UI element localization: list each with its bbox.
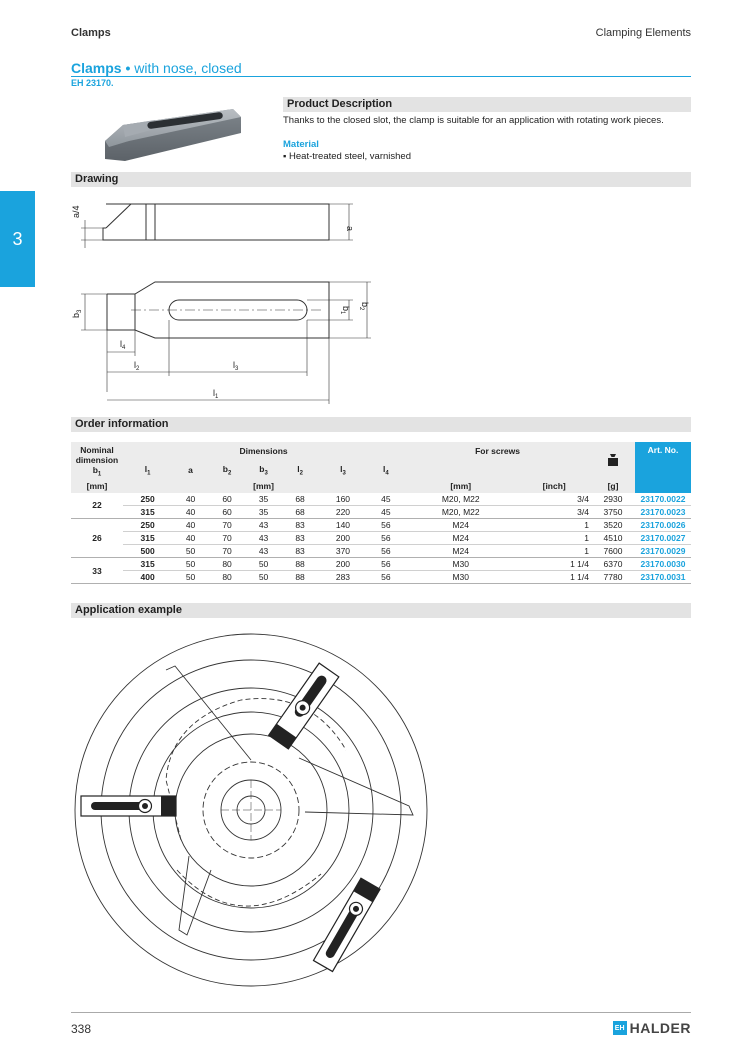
col-for-screws: For screws: [404, 442, 591, 461]
footer-divider: [71, 1012, 691, 1013]
table-cell: 500: [123, 545, 172, 558]
nominal-dimension-cell: 26: [71, 519, 123, 558]
nominal-dimension-cell: 22: [71, 493, 123, 519]
table-cell: 43: [245, 545, 282, 558]
table-cell: 2930: [591, 493, 635, 506]
dim-label-b2: $b_2$: [358, 302, 370, 311]
page-number: 338: [71, 1022, 92, 1036]
material-label: Material: [283, 139, 319, 150]
table-cell: 250: [123, 519, 172, 532]
bullet-icon: ▪: [283, 151, 290, 162]
dim-label-a: a: [345, 226, 355, 232]
table-row: [71, 558, 691, 571]
col-l4: $l_4$: [368, 461, 405, 480]
table-cell: 50: [172, 571, 209, 584]
table-cell: 56: [368, 558, 405, 571]
table-cell: 56: [368, 545, 405, 558]
table-cell: 50: [245, 558, 282, 571]
logo-icon: EH: [613, 1021, 627, 1035]
technical-drawing: [71, 192, 391, 404]
table-cell: M30: [404, 558, 517, 571]
table-cell: 40: [172, 506, 209, 519]
order-information-heading: Order information: [71, 417, 691, 432]
art-no-link[interactable]: 23170.0030: [635, 558, 691, 571]
table-cell: 83: [282, 519, 319, 532]
table-cell: 1: [517, 519, 591, 532]
table-cell: 250: [123, 493, 172, 506]
material-item: [283, 151, 411, 162]
table-cell: 68: [282, 493, 319, 506]
table-cell: 40: [172, 493, 209, 506]
col-nominal: Nominal dimension $b_1$: [71, 442, 123, 480]
table-cell: 50: [172, 545, 209, 558]
dim-label-b1: $b_1$: [339, 306, 351, 315]
table-cell: M20, M22: [404, 493, 517, 506]
table-cell: M24: [404, 519, 517, 532]
title-underline: [71, 76, 691, 77]
table-cell: 88: [282, 558, 319, 571]
table-cell: 60: [209, 506, 246, 519]
table-cell: 50: [245, 571, 282, 584]
product-image: [95, 103, 245, 165]
material-item-text: Heat-treated steel, varnished: [289, 151, 411, 162]
table-cell: 70: [209, 545, 246, 558]
table-cell: 83: [282, 545, 319, 558]
product-description-text: Thanks to the closed slot, the clamp is suitable for an application with rotating work pieces.: [283, 115, 664, 126]
table-row: [71, 545, 691, 558]
table-cell: 43: [245, 532, 282, 545]
dim-label-a4: a/4: [71, 205, 81, 218]
table-cell: 7600: [591, 545, 635, 558]
unit-weight: [g]: [591, 480, 635, 493]
table-cell: 7780: [591, 571, 635, 584]
table-cell: 370: [318, 545, 367, 558]
header-right: Clamping Elements: [595, 27, 691, 39]
col-l3: $l_3$: [318, 461, 367, 480]
table-cell: 1: [517, 545, 591, 558]
order-table: [71, 442, 691, 584]
table-cell: 43: [245, 519, 282, 532]
table-cell: 1 1/4: [517, 571, 591, 584]
table-cell: 3/4: [517, 506, 591, 519]
table-cell: 56: [368, 571, 405, 584]
table-cell: 70: [209, 532, 246, 545]
table-cell: 220: [318, 506, 367, 519]
table-cell: 315: [123, 506, 172, 519]
art-no-link[interactable]: 23170.0023: [635, 506, 691, 519]
weight-icon: [607, 454, 619, 466]
dim-label-l4: $l_4$: [120, 339, 126, 351]
page-title: [71, 60, 242, 76]
table-cell: 56: [368, 532, 405, 545]
dim-label-l3: $l_3$: [233, 360, 239, 372]
application-illustration: [71, 630, 431, 990]
table-cell: 160: [318, 493, 367, 506]
table-cell: M20, M22: [404, 506, 517, 519]
dim-label-b3: $b_3$: [71, 309, 83, 318]
table-cell: 40: [172, 519, 209, 532]
table-cell: 1 1/4: [517, 558, 591, 571]
col-b3: $b_3$: [245, 461, 282, 480]
table-cell: 60: [209, 493, 246, 506]
table-cell: 3750: [591, 506, 635, 519]
logo-text: HALDER: [629, 1020, 691, 1036]
table-cell: 3520: [591, 519, 635, 532]
col-dimensions: Dimensions: [123, 442, 404, 461]
col-art-no: Art. No.: [635, 442, 691, 493]
table-cell: 80: [209, 558, 246, 571]
table-cell: M24: [404, 532, 517, 545]
title-rest: with nose, closed: [134, 60, 242, 76]
unit-nominal: [mm]: [71, 480, 123, 493]
header-left: Clamps: [71, 27, 111, 39]
art-no-link[interactable]: 23170.0022: [635, 493, 691, 506]
col-b2: $b_2$: [209, 461, 246, 480]
table-cell: 45: [368, 493, 405, 506]
unit-screw-mm: [mm]: [404, 480, 517, 493]
col-a: a: [172, 461, 209, 480]
table-cell: 200: [318, 532, 367, 545]
unit-screw-inch: [inch]: [517, 480, 591, 493]
art-no-link[interactable]: 23170.0027: [635, 532, 691, 545]
table-cell: 283: [318, 571, 367, 584]
table-cell: 140: [318, 519, 367, 532]
table-row: [71, 493, 691, 506]
drawing-heading: Drawing: [71, 172, 691, 187]
table-cell: 35: [245, 506, 282, 519]
table-cell: 315: [123, 532, 172, 545]
application-example-heading: Application example: [71, 603, 691, 618]
table-cell: 6370: [591, 558, 635, 571]
brand-logo: [613, 1020, 691, 1036]
table-cell: 70: [209, 519, 246, 532]
art-no-link[interactable]: 23170.0029: [635, 545, 691, 558]
table-cell: 315: [123, 558, 172, 571]
table-cell: 4510: [591, 532, 635, 545]
dim-label-l2: $l_2$: [134, 360, 140, 372]
table-row: [71, 506, 691, 519]
table-cell: 50: [172, 558, 209, 571]
title-main: Clamps: [71, 60, 122, 76]
col-l1: $l_1$: [123, 461, 172, 480]
table-cell: 35: [245, 493, 282, 506]
table-cell: 3/4: [517, 493, 591, 506]
title-bullet: •: [125, 60, 131, 76]
dim-label-l1: $l_1$: [213, 388, 219, 400]
art-no-link[interactable]: 23170.0031: [635, 571, 691, 584]
table-row: [71, 532, 691, 545]
table-cell: 56: [368, 519, 405, 532]
product-code: EH 23170.: [71, 78, 114, 88]
col-weight: [591, 442, 635, 480]
table-row: [71, 519, 691, 532]
table-cell: 88: [282, 571, 319, 584]
table-cell: 40: [172, 532, 209, 545]
table-cell: M30: [404, 571, 517, 584]
col-l2: $l_2$: [282, 461, 319, 480]
table-cell: 200: [318, 558, 367, 571]
table-cell: 83: [282, 532, 319, 545]
table-cell: M24: [404, 545, 517, 558]
art-no-link[interactable]: 23170.0026: [635, 519, 691, 532]
table-cell: 80: [209, 571, 246, 584]
table-cell: 400: [123, 571, 172, 584]
unit-dimensions: [mm]: [123, 480, 404, 493]
chapter-tab[interactable]: 3: [0, 191, 35, 287]
table-cell: 68: [282, 506, 319, 519]
table-cell: 1: [517, 532, 591, 545]
table-row: [71, 571, 691, 584]
product-description-heading: Product Description: [283, 97, 691, 112]
table-cell: 45: [368, 506, 405, 519]
nominal-dimension-cell: 33: [71, 558, 123, 584]
order-table-body: [71, 493, 691, 584]
